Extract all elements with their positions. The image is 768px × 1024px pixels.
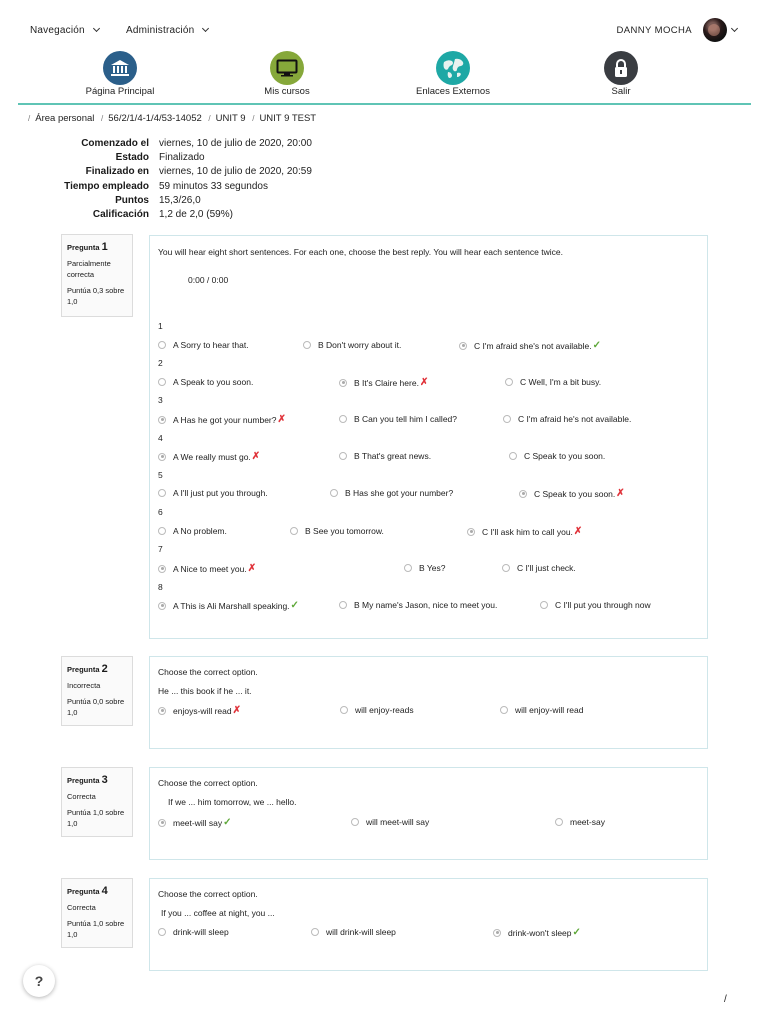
audio-time: 0:00 / 0:00: [188, 275, 229, 285]
option-label: B It's Claire here.: [354, 377, 419, 388]
question-points: Puntúa 0,3 sobre 1,0: [67, 285, 125, 306]
item-number: 6: [158, 507, 163, 517]
summary-value: 59 minutos 33 segundos: [159, 180, 268, 192]
answer-option[interactable]: [503, 414, 631, 424]
radio-button[interactable]: [158, 928, 166, 936]
question-label: Pregunta: [67, 665, 100, 674]
radio-button[interactable]: [158, 489, 166, 497]
answer-option[interactable]: [158, 451, 260, 462]
summary-key: Estado: [115, 152, 149, 164]
radio-button[interactable]: [540, 601, 548, 609]
option-label: C I'll put you through now: [555, 600, 651, 610]
summary-value: 1,2 de 2,0 (59%): [159, 208, 233, 220]
option-label: A No problem.: [173, 526, 227, 536]
radio-button[interactable]: [500, 706, 508, 714]
item-number: 7: [158, 544, 163, 554]
question-number: 2: [101, 663, 108, 675]
item-number: 2: [158, 358, 163, 368]
question-number: 1: [101, 241, 108, 253]
question-prompt: If we ... him tomorrow, we ... hello.: [168, 797, 297, 807]
check-icon: ✓: [290, 600, 299, 611]
breadcrumb-item[interactable]: UNIT 9 TEST: [259, 113, 317, 124]
radio-button[interactable]: [340, 706, 348, 714]
option-label: C Speak to you soon.: [534, 488, 616, 499]
question-points: Puntúa 1,0 sobre 1,0: [67, 918, 125, 939]
chevron-down-icon: [93, 25, 100, 32]
option-label: will enjoy-will read: [515, 705, 584, 715]
option-label: C Well, I'm a bit busy.: [520, 377, 602, 387]
navigation-menu[interactable]: [30, 25, 99, 36]
cross-icon: ✗: [277, 414, 286, 425]
administration-menu-label: Administración: [126, 25, 195, 36]
help-button[interactable]: [23, 965, 55, 997]
answer-option[interactable]: [519, 488, 625, 499]
answer-option[interactable]: [339, 600, 497, 610]
cross-icon: ✗: [573, 526, 583, 537]
summary-key: Comenzado el: [81, 138, 149, 149]
radio-button[interactable]: [493, 929, 501, 937]
radio-button[interactable]: [505, 378, 513, 386]
answer-option[interactable]: [158, 377, 253, 387]
radio-button[interactable]: [519, 490, 527, 498]
answer-option[interactable]: [158, 488, 268, 498]
answer-option[interactable]: [404, 563, 445, 573]
item-number: 4: [158, 433, 163, 443]
question-points: Puntúa 0,0 sobre 1,0: [67, 696, 125, 717]
summary-key: Tiempo empleado: [64, 180, 149, 192]
answer-option[interactable]: [459, 340, 601, 351]
question-label: Pregunta: [67, 243, 100, 252]
option-label: C Speak to you soon.: [524, 451, 606, 461]
option-label: A This is Ali Marshall speaking.: [173, 600, 290, 611]
option-label: meet-will say: [173, 817, 223, 828]
radio-button[interactable]: [459, 342, 467, 350]
lock-icon: [613, 58, 629, 78]
radio-button[interactable]: [303, 341, 311, 349]
summary-key: Finalizado en: [85, 166, 149, 178]
answer-option[interactable]: [158, 563, 256, 574]
radio-button[interactable]: [509, 452, 517, 460]
question-text: Choose the correct option.: [158, 778, 258, 788]
radio-button[interactable]: [311, 928, 319, 936]
option-label: enjoys-will read: [173, 705, 232, 716]
answer-option[interactable]: [158, 817, 232, 828]
cross-icon: ✗: [616, 488, 625, 499]
answer-option[interactable]: [509, 451, 605, 461]
my-courses-nav-button[interactable]: [270, 51, 304, 85]
radio-button[interactable]: [404, 564, 412, 572]
option-label: A Nice to meet you.: [173, 563, 247, 574]
answer-option[interactable]: [493, 927, 581, 938]
answer-option[interactable]: [502, 563, 576, 573]
radio-button[interactable]: [158, 527, 166, 535]
summary-value: Finalizado: [159, 152, 205, 164]
radio-button[interactable]: [330, 489, 338, 497]
home-nav-button[interactable]: [103, 51, 137, 85]
item-number: 8: [158, 582, 163, 592]
check-icon: ✓: [223, 817, 232, 828]
answer-option[interactable]: [158, 927, 229, 937]
answer-option[interactable]: [339, 451, 431, 461]
radio-button[interactable]: [158, 341, 166, 349]
option-label: B See you tomorrow.: [305, 526, 384, 536]
globe-icon: [438, 53, 468, 83]
option-label: B Don't worry about it.: [318, 340, 402, 350]
item-number: 3: [158, 395, 163, 405]
answer-option[interactable]: [311, 927, 396, 937]
radio-button[interactable]: [555, 818, 563, 826]
help-icon: ?: [34, 973, 44, 989]
radio-button[interactable]: [290, 527, 298, 535]
answer-option[interactable]: [351, 817, 429, 827]
breadcrumb-item[interactable]: UNIT 9: [215, 113, 246, 124]
option-label: B Can you tell him I called?: [354, 414, 457, 424]
question-state: Correcta: [67, 791, 96, 801]
question-info: [61, 767, 133, 837]
item-number: 1: [158, 321, 163, 331]
check-icon: ✓: [572, 927, 581, 938]
question-info: [61, 234, 133, 317]
audio-player[interactable]: [188, 275, 228, 285]
radio-button[interactable]: [339, 379, 347, 387]
question-state: Incorrecta: [67, 680, 101, 690]
question-text: Choose the correct option.: [158, 889, 258, 899]
option-label: B My name's Jason, nice to meet you.: [354, 600, 498, 610]
answer-option[interactable]: [158, 600, 299, 611]
monitor-icon: [276, 59, 298, 77]
cross-icon: ✗: [232, 705, 241, 716]
question-state: Correcta: [67, 902, 96, 912]
summary-value: viernes, 10 de julio de 2020, 20:00: [159, 138, 312, 149]
option-label: B Has she got your number?: [345, 488, 454, 498]
summary-key: Puntos: [115, 194, 149, 206]
answer-option[interactable]: [158, 526, 227, 536]
check-icon: ✓: [592, 340, 601, 351]
option-label: A Speak to you soon.: [173, 377, 254, 387]
question-text: Choose the correct option.: [158, 667, 258, 677]
option-label: drink-will sleep: [173, 927, 229, 937]
external-links-nav-button[interactable]: [436, 51, 470, 85]
answer-option[interactable]: [339, 377, 428, 388]
question-prompt: If you ... coffee at night, you ...: [161, 908, 275, 918]
home-nav-label[interactable]: Página Principal: [85, 86, 155, 97]
question-label: Pregunta: [67, 887, 100, 896]
answer-option[interactable]: [505, 377, 601, 387]
radio-button[interactable]: [158, 378, 166, 386]
answer-option[interactable]: [500, 705, 584, 715]
question-number: 4: [101, 885, 108, 897]
answer-option[interactable]: [158, 340, 249, 350]
answer-option[interactable]: [555, 817, 605, 827]
option-label: A We really must go.: [173, 451, 251, 462]
option-label: C I'm afraid she's not available.: [474, 340, 592, 351]
chevron-down-icon: [202, 25, 209, 32]
option-label: A Sorry to hear that.: [173, 340, 249, 350]
bank-icon: [110, 59, 130, 77]
answer-option[interactable]: [467, 526, 582, 537]
chevron-down-icon[interactable]: [731, 25, 738, 32]
radio-button[interactable]: [158, 416, 166, 424]
radio-button[interactable]: [158, 565, 166, 573]
radio-button[interactable]: [158, 707, 166, 715]
option-label: will meet-will say: [366, 817, 430, 827]
option-label: C I'll ask him to call you.: [482, 526, 573, 537]
answer-option[interactable]: [330, 488, 453, 498]
option-label: C I'm afraid he's not available.: [518, 414, 632, 424]
top-bar: [0, 0, 768, 50]
question-info: [61, 656, 133, 726]
administration-menu[interactable]: [126, 25, 208, 36]
cross-icon: ✗: [251, 451, 261, 462]
radio-button[interactable]: [158, 453, 166, 461]
option-label: drink-won't sleep: [508, 927, 572, 938]
attempt-summary: [60, 138, 312, 223]
summary-key: Calificación: [92, 208, 149, 220]
radio-button[interactable]: [503, 415, 511, 423]
radio-button[interactable]: [339, 452, 347, 460]
option-label: A I'll just put you through.: [173, 488, 268, 498]
item-number: 5: [158, 470, 163, 480]
external-links-nav-label[interactable]: Enlaces Externos: [416, 86, 490, 97]
option-label: will drink-will sleep: [326, 927, 396, 937]
option-label: B Yes?: [419, 563, 446, 573]
option-label: will enjoy-reads: [355, 705, 414, 715]
option-label: C I'll just check.: [517, 563, 576, 573]
answer-option[interactable]: [339, 414, 457, 424]
answer-option[interactable]: [340, 705, 414, 715]
radio-button[interactable]: [339, 601, 347, 609]
option-label: B That's great news.: [354, 451, 432, 461]
question-number: 3: [101, 774, 108, 786]
question-text: You will hear eight short sentences. For each one, choose the best reply. You will hear each sentence twice.: [158, 247, 563, 257]
breadcrumb-item[interactable]: 56/2/1/4-1/4/53-14052: [108, 113, 202, 124]
my-courses-nav-label[interactable]: Mis cursos: [264, 86, 310, 97]
question-points: Puntúa 1,0 sobre 1,0: [67, 807, 125, 828]
answer-option[interactable]: [290, 526, 384, 536]
radio-button[interactable]: [339, 415, 347, 423]
breadcrumb: / Área personal / 56/2/1/4-1/4/53-14052 / UNIT 9 / UNIT 9 TEST: [28, 113, 317, 124]
page-footer-slash: /: [724, 994, 727, 1005]
cross-icon: ✗: [419, 377, 429, 388]
avatar[interactable]: [703, 18, 727, 42]
radio-button[interactable]: [158, 819, 166, 827]
nav-divider: [18, 103, 751, 105]
breadcrumb-item[interactable]: Área personal: [35, 113, 95, 124]
radio-button[interactable]: [467, 528, 475, 536]
summary-value: viernes, 10 de julio de 2020, 20:59: [159, 166, 312, 178]
option-label: A Has he got your number?: [173, 414, 277, 425]
logout-nav-label[interactable]: Salir: [611, 86, 631, 97]
question-prompt: He ... this book if he ... it.: [158, 686, 252, 696]
user-name[interactable]: DANNY MOCHA: [616, 25, 692, 36]
cross-icon: ✗: [247, 563, 257, 574]
summary-value: 15,3/26,0: [159, 194, 201, 206]
navigation-menu-label: Navegación: [30, 25, 85, 36]
answer-option[interactable]: [158, 414, 286, 425]
question-content: [149, 235, 708, 639]
answer-option[interactable]: [158, 705, 241, 716]
answer-option[interactable]: [540, 600, 651, 610]
radio-button[interactable]: [351, 818, 359, 826]
answer-option[interactable]: [303, 340, 401, 350]
logout-nav-button[interactable]: [604, 51, 638, 85]
radio-button[interactable]: [158, 602, 166, 610]
question-info: [61, 878, 133, 948]
option-label: meet-say: [570, 817, 605, 827]
radio-button[interactable]: [502, 564, 510, 572]
question-label: Pregunta: [67, 776, 100, 785]
question-state: Parcialmente correcta: [67, 258, 111, 279]
